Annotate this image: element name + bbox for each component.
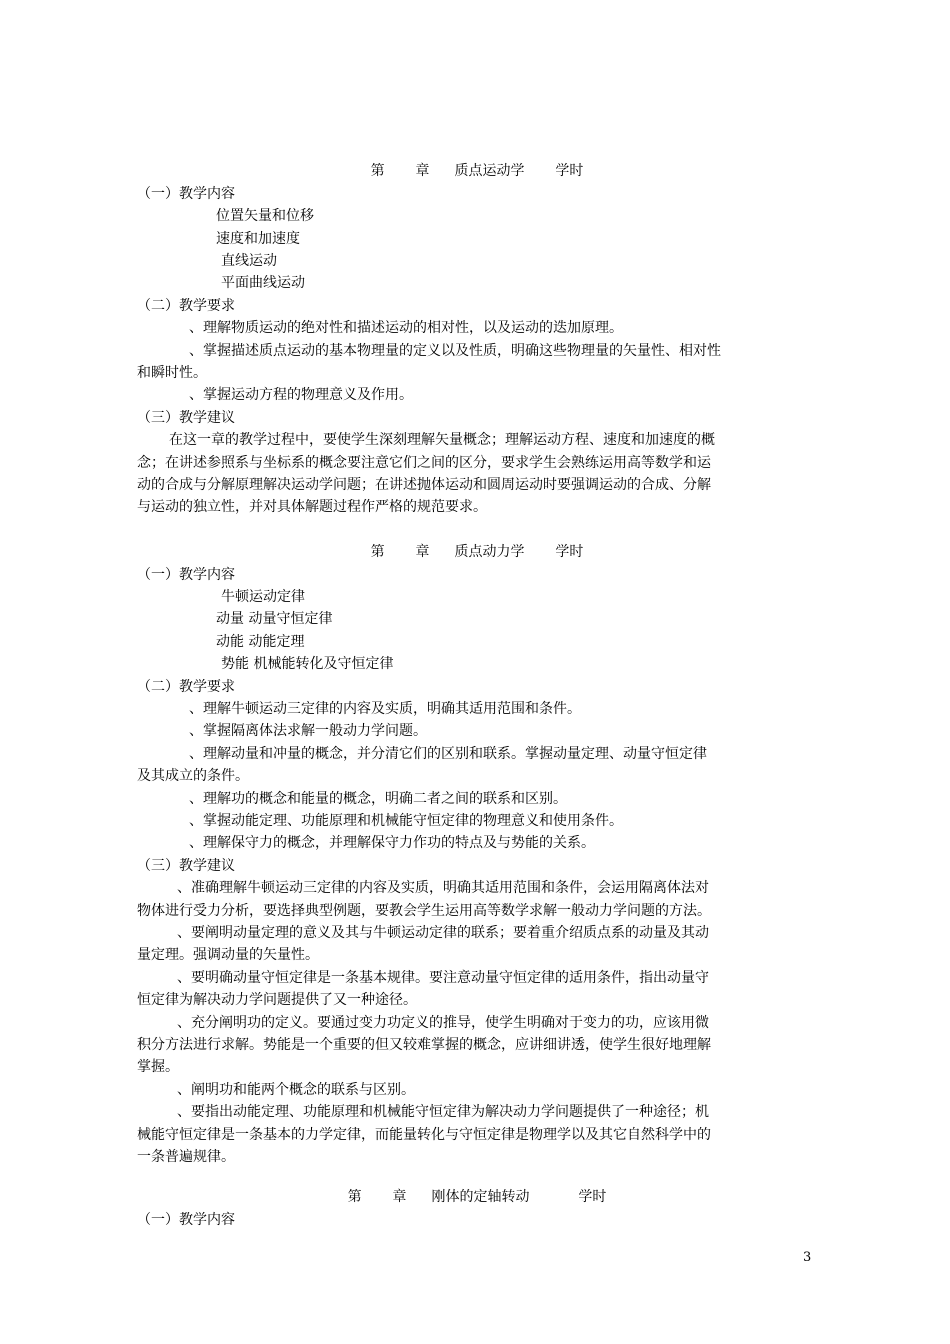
requirement-line: 、理解物质运动的绝对性和描述运动的相对性，以及运动的迭加原理。 — [189, 320, 623, 336]
requirement-line: 、理解功的概念和能量的概念，明确二者之间的联系和区别。 — [189, 791, 567, 807]
section-heading: （一）教学内容 — [137, 1212, 235, 1228]
suggestion-line: 动的合成与分解原理解决运动学问题；在讲述抛体运动和圆周运动时要强调运动的合成、分解 — [137, 477, 711, 493]
chapter-word: 第 — [370, 544, 385, 560]
chapter-word: 章 — [392, 1189, 407, 1205]
requirement-line: 、理解保守力的概念，并理解保守力作功的特点及与势能的关系。 — [189, 835, 595, 851]
requirement-line: 、掌握描述质点运动的基本物理量的定义以及性质，明确这些物理量的矢量性、相对性 — [189, 343, 721, 359]
requirement-line: 及其成立的条件。 — [137, 768, 249, 784]
requirement-line: 、掌握隔离体法求解一般动力学问题。 — [189, 723, 427, 739]
suggestion-line: 、要阐明动量定理的意义及其与牛顿运动定律的联系；要着重介绍质点系的动量及其动 — [177, 925, 709, 941]
chapter-word: 第 — [370, 163, 385, 179]
chapter-title — [137, 1186, 817, 1208]
requirement-line: 、掌握动能定理、功能原理和机械能守恒定律的物理意义和使用条件。 — [189, 813, 623, 829]
suggestion-line: 物体进行受力分析，要选择典型例题，要教会学生运用高等数学求解一般动力学问题的方法。 — [137, 903, 711, 919]
chapter-word: 第 — [347, 1189, 362, 1205]
requirement-line: 、掌握运动方程的物理意义及作用。 — [189, 387, 413, 403]
requirement-line: 、理解牛顿运动三定律的内容及实质，明确其适用范围和条件。 — [189, 701, 581, 717]
chapter-hours: 学时 — [578, 1189, 607, 1205]
suggestion-line: 积分方法进行求解。势能是一个重要的但又较难掌握的概念，应讲细讲透，使学生很好地理解 — [137, 1037, 711, 1053]
content-item: 牛顿运动定律 — [221, 589, 305, 605]
chapter-name: 刚体的定轴转动 — [431, 1189, 530, 1205]
suggestion-line: 与运动的独立性，并对具体解题过程作严格的规范要求。 — [137, 499, 487, 515]
suggestion-line: 念；在讲述参照系与坐标系的概念要注意它们之间的区分，要求学生会熟练运用高等数学和运 — [137, 455, 711, 471]
suggestion-line: 恒定律为解决动力学问题提供了又一种途径。 — [137, 992, 417, 1008]
chapter-hours: 学时 — [555, 163, 584, 179]
content-item: 动能 动能定理 — [216, 634, 305, 650]
content-item: 位置矢量和位移 — [216, 208, 314, 224]
suggestion-line: 一条普遍规律。 — [137, 1149, 235, 1165]
section-heading: （三）教学建议 — [137, 858, 235, 874]
suggestion-line: 、阐明功和能两个概念的联系与区别。 — [177, 1082, 415, 1098]
section-heading: （一）教学内容 — [137, 186, 235, 202]
chapter-hours: 学时 — [555, 544, 584, 560]
suggestion-line: 械能守恒定律是一条基本的力学定律，而能量转化与守恒定律是物理学以及其它自然科学中的 — [137, 1127, 711, 1143]
section-heading: （二）教学要求 — [137, 679, 235, 695]
chapter-word: 章 — [415, 163, 430, 179]
chapter-name: 质点运动学 — [454, 163, 525, 179]
suggestion-line: 、准确理解牛顿运动三定律的内容及实质，明确其适用范围和条件，会运用隔离体法对 — [177, 880, 709, 896]
content-item: 动量 动量守恒定律 — [216, 611, 333, 627]
requirement-line: 和瞬时性。 — [137, 365, 207, 381]
section-heading: （一）教学内容 — [137, 567, 235, 583]
suggestion-line: 、要指出动能定理、功能原理和机械能守恒定律为解决动力学问题提供了一种途径；机 — [177, 1104, 709, 1120]
content-item: 直线运动 — [221, 253, 277, 269]
chapter-word: 章 — [415, 544, 430, 560]
content-item: 势能 机械能转化及守恒定律 — [221, 656, 394, 672]
suggestion-line: 量定理。强调动量的矢量性。 — [137, 947, 319, 963]
section-heading: （三）教学建议 — [137, 410, 235, 426]
suggestion-line: 掌握。 — [137, 1059, 179, 1075]
suggestion-line: 在这一章的教学过程中，要使学生深刻理解矢量概念；理解运动方程、速度和加速度的概 — [169, 432, 715, 448]
chapter-name: 质点动力学 — [454, 544, 525, 560]
suggestion-line: 、充分阐明功的定义。要通过变力功定义的推导，使学生明确对于变力的功，应该用微 — [177, 1015, 709, 1031]
chapter-title — [137, 160, 817, 182]
requirement-line: 、理解动量和冲量的概念，并分清它们的区别和联系。掌握动量定理、动量守恒定律 — [189, 746, 707, 762]
content-item: 平面曲线运动 — [221, 275, 305, 291]
page-number: 3 — [803, 1250, 812, 1265]
chapter-title — [137, 541, 817, 563]
content-item: 速度和加速度 — [216, 231, 300, 247]
section-heading: （二）教学要求 — [137, 298, 235, 314]
suggestion-line: 、要明确动量守恒定律是一条基本规律。要注意动量守恒定律的适用条件，指出动量守 — [177, 970, 709, 986]
